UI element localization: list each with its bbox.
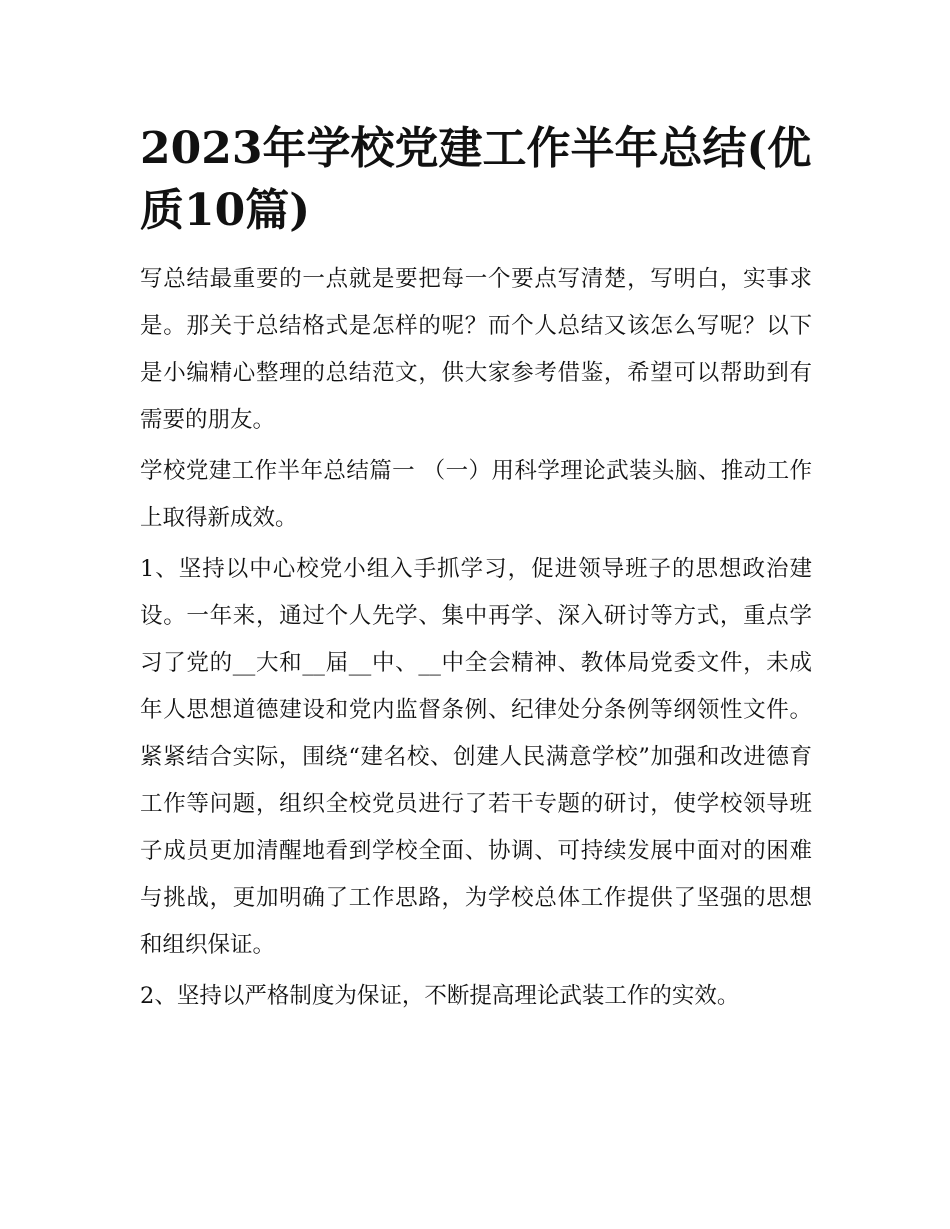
document-page [140,118,812,1024]
paragraph-item-2: 2、坚持以严格制度为保证，不断提高理论武装工作的实效。 [140,983,740,1009]
paragraph-item-1: 1、坚持以中心校党小组入手抓学习，促进领导班子的思想政治建设。一年来，通过个人先学、集中再学、深入研讨等方式，重点学习了党的__大和__届__中、__中全会精神、教体局党委文件，未成年人思想道德建设和党内监督条例、纪律处分条例等纲领性文件。紧紧结合实际，围绕“建名校、创建人民满意学校”加强和改进德育工作等问题，组织全校党员进行了若干专题的研讨，使学校领导班子成员更加清醒地看到学校全面、协调、可持续发展中面对的困难与挑战，更加明确了工作思路，为学校总体工作提供了坚强的思想和组织保证。 [140,556,812,958]
paragraph-section-heading: 学校党建工作半年总结篇一 （一）用科学理论武装头脑、推动工作上取得新成效。 [140,458,812,531]
document-title: 2023年学校党建工作半年总结(优质10篇) [140,123,812,236]
paragraph-intro: 写总结最重要的一点就是要把每一个要点写清楚，写明白，实事求是。那关于总结格式是怎样的呢？而个人总结又该怎么写呢？以下是小编精心整理的总结范文，供大家参考借鉴，希望可以帮助到有需要的朋友。 [140,266,812,433]
